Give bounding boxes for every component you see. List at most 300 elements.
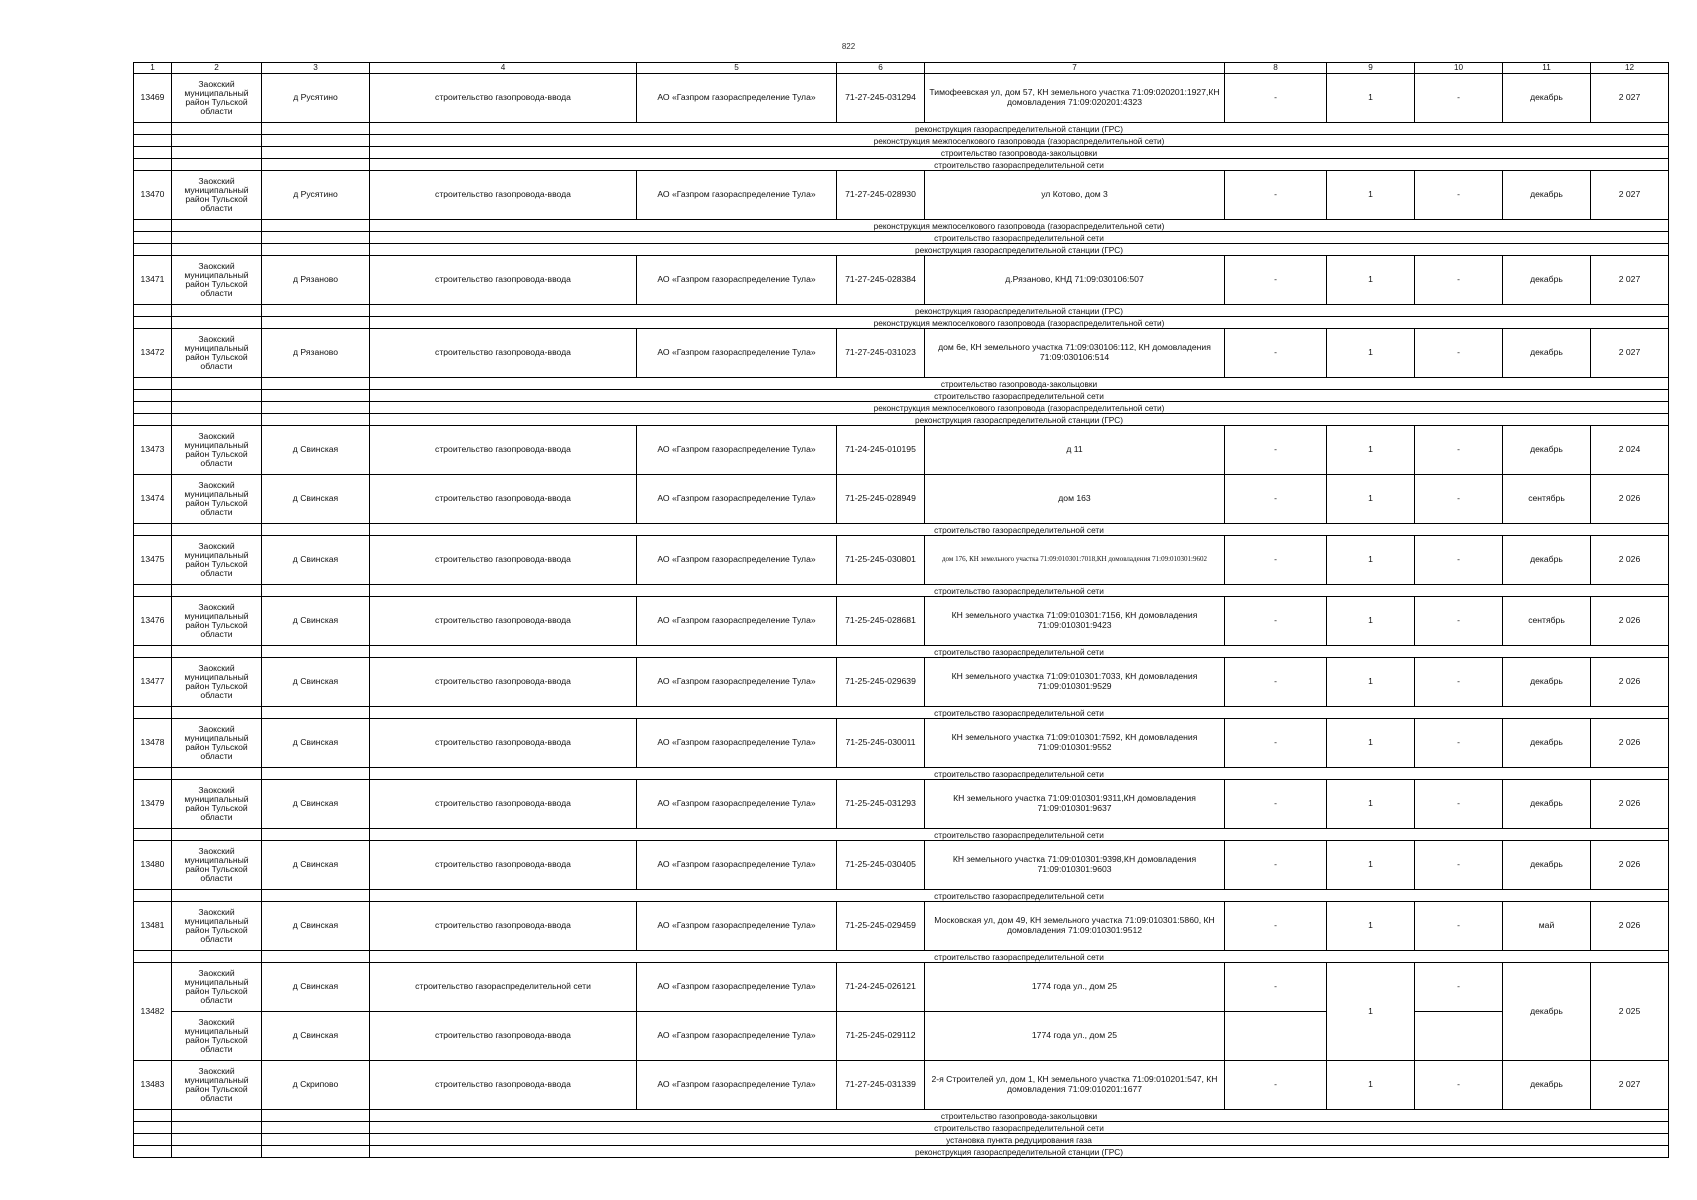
request-code-cell: 71-27-245-028384 bbox=[837, 256, 925, 305]
request-code-cell: 71-24-245-010195 bbox=[837, 426, 925, 475]
sub-row bbox=[134, 951, 1669, 963]
month-cell: декабрь bbox=[1503, 658, 1591, 707]
year-cell: 2 026 bbox=[1591, 597, 1669, 646]
column-8-cell: - bbox=[1225, 841, 1327, 890]
table-row bbox=[134, 475, 1669, 524]
organization-cell: АО «Газпром газораспределение Тула» bbox=[637, 256, 837, 305]
empty-cell bbox=[172, 305, 262, 317]
organization-cell: АО «Газпром газораспределение Тула» bbox=[637, 902, 837, 951]
column-8-cell: - bbox=[1225, 475, 1327, 524]
header-cell: 6 bbox=[837, 63, 925, 74]
header-cell: 9 bbox=[1327, 63, 1415, 74]
empty-cell bbox=[172, 390, 262, 402]
locality-cell: д Свинская bbox=[262, 902, 370, 951]
work-type-cell: строительство газопровода-ввода bbox=[370, 658, 637, 707]
column-10-cell: - bbox=[1415, 74, 1503, 123]
address-cell: КН земельного участка 71:09:010301:9311,КН домовладения 71:09:010301:9637 bbox=[925, 780, 1225, 829]
empty-cell bbox=[262, 414, 370, 426]
header-cell: 12 bbox=[1591, 63, 1669, 74]
column-9-cell: 1 bbox=[1327, 597, 1415, 646]
address-cell: 1774 года ул., дом 25 bbox=[925, 1012, 1225, 1061]
empty-cell bbox=[262, 317, 370, 329]
empty-cell bbox=[134, 829, 172, 841]
table-row bbox=[134, 780, 1669, 829]
table-row bbox=[134, 256, 1669, 305]
empty-cell bbox=[134, 768, 172, 780]
district-cell: Заокский муниципальный район Тульской области bbox=[172, 597, 262, 646]
empty-cell bbox=[134, 524, 172, 536]
sub-row bbox=[134, 159, 1669, 171]
column-9-cell: 1 bbox=[1327, 1061, 1415, 1110]
column-8-cell: - bbox=[1225, 1061, 1327, 1110]
request-code-cell: 71-25-245-029639 bbox=[837, 658, 925, 707]
table-row bbox=[134, 1012, 1669, 1061]
sub-work-cell: строительство газораспределительной сети bbox=[370, 707, 1669, 719]
year-cell: 2 025 bbox=[1591, 963, 1669, 1061]
column-9-cell: 1 bbox=[1327, 74, 1415, 123]
empty-cell bbox=[172, 159, 262, 171]
table-row bbox=[134, 329, 1669, 378]
sub-row bbox=[134, 1110, 1669, 1122]
column-8-cell: - bbox=[1225, 329, 1327, 378]
empty-cell bbox=[134, 1110, 172, 1122]
sub-work-cell: строительство газораспределительной сети bbox=[370, 768, 1669, 780]
month-cell: декабрь bbox=[1503, 256, 1591, 305]
row-number-cell: 13482 bbox=[134, 963, 172, 1061]
page-number: 822 bbox=[841, 42, 856, 51]
empty-cell bbox=[262, 135, 370, 147]
row-number-cell: 13479 bbox=[134, 780, 172, 829]
empty-cell bbox=[172, 232, 262, 244]
empty-cell bbox=[262, 707, 370, 719]
column-8-cell bbox=[1225, 1012, 1327, 1061]
column-8-cell: - bbox=[1225, 719, 1327, 768]
locality-cell: д Свинская bbox=[262, 536, 370, 585]
empty-cell bbox=[262, 123, 370, 135]
sub-work-cell: реконструкция газораспределительной станции (ГРС) bbox=[370, 414, 1669, 426]
empty-cell bbox=[172, 890, 262, 902]
month-cell: декабрь bbox=[1503, 329, 1591, 378]
sub-work-cell: строительство газораспределительной сети bbox=[370, 1122, 1669, 1134]
locality-cell: д Рязаново bbox=[262, 256, 370, 305]
locality-cell: д Свинская bbox=[262, 475, 370, 524]
year-cell: 2 026 bbox=[1591, 475, 1669, 524]
empty-cell bbox=[134, 646, 172, 658]
sub-work-cell: строительство газораспределительной сети bbox=[370, 829, 1669, 841]
empty-cell bbox=[134, 707, 172, 719]
month-cell: декабрь bbox=[1503, 719, 1591, 768]
locality-cell: д Русятино bbox=[262, 171, 370, 220]
sub-work-cell: реконструкция межпоселкового газопровода (газораспределительной сети) bbox=[370, 135, 1669, 147]
sub-work-cell: реконструкция газораспределительной станции (ГРС) bbox=[370, 244, 1669, 256]
work-type-cell: строительство газопровода-ввода bbox=[370, 719, 637, 768]
sub-work-cell: реконструкция газораспределительной станции (ГРС) bbox=[370, 305, 1669, 317]
empty-cell bbox=[262, 378, 370, 390]
locality-cell: д Свинская bbox=[262, 963, 370, 1012]
row-number-cell: 13477 bbox=[134, 658, 172, 707]
empty-cell bbox=[262, 220, 370, 232]
organization-cell: АО «Газпром газораспределение Тула» bbox=[637, 1061, 837, 1110]
empty-cell bbox=[262, 1110, 370, 1122]
year-cell: 2 027 bbox=[1591, 171, 1669, 220]
empty-cell bbox=[134, 123, 172, 135]
work-type-cell: строительство газопровода-ввода bbox=[370, 329, 637, 378]
month-cell: май bbox=[1503, 902, 1591, 951]
organization-cell: АО «Газпром газораспределение Тула» bbox=[637, 536, 837, 585]
sub-work-cell: строительство газопровода-закольцовки bbox=[370, 147, 1669, 159]
organization-cell: АО «Газпром газораспределение Тула» bbox=[637, 329, 837, 378]
year-cell: 2 026 bbox=[1591, 536, 1669, 585]
column-9-cell: 1 bbox=[1327, 719, 1415, 768]
empty-cell bbox=[172, 147, 262, 159]
column-10-cell: - bbox=[1415, 841, 1503, 890]
district-cell: Заокский муниципальный район Тульской области bbox=[172, 1061, 262, 1110]
empty-cell bbox=[172, 317, 262, 329]
address-cell: КН земельного участка 71:09:010301:9398,КН домовладения 71:09:010301:9603 bbox=[925, 841, 1225, 890]
work-type-cell: строительство газопровода-ввода bbox=[370, 256, 637, 305]
district-cell: Заокский муниципальный район Тульской области bbox=[172, 475, 262, 524]
column-8-cell: - bbox=[1225, 780, 1327, 829]
empty-cell bbox=[172, 829, 262, 841]
sub-work-cell: строительство газораспределительной сети bbox=[370, 524, 1669, 536]
empty-cell bbox=[172, 1110, 262, 1122]
request-code-cell: 71-25-245-029112 bbox=[837, 1012, 925, 1061]
header-cell: 3 bbox=[262, 63, 370, 74]
sub-row bbox=[134, 646, 1669, 658]
empty-cell bbox=[134, 414, 172, 426]
organization-cell: АО «Газпром газораспределение Тула» bbox=[637, 719, 837, 768]
empty-cell bbox=[262, 768, 370, 780]
year-cell: 2 026 bbox=[1591, 780, 1669, 829]
organization-cell: АО «Газпром газораспределение Тула» bbox=[637, 658, 837, 707]
table-row bbox=[134, 74, 1669, 123]
header-cell: 8 bbox=[1225, 63, 1327, 74]
district-cell: Заокский муниципальный район Тульской области bbox=[172, 658, 262, 707]
table-row bbox=[134, 1061, 1669, 1110]
organization-cell: АО «Газпром газораспределение Тула» bbox=[637, 1012, 837, 1061]
address-cell: КН земельного участка 71:09:010301:7156, КН домовладения 71:09:010301:9423 bbox=[925, 597, 1225, 646]
row-number-cell: 13472 bbox=[134, 329, 172, 378]
sub-row bbox=[134, 317, 1669, 329]
year-cell: 2 027 bbox=[1591, 256, 1669, 305]
empty-cell bbox=[134, 305, 172, 317]
column-9-cell: 1 bbox=[1327, 536, 1415, 585]
district-cell: Заокский муниципальный район Тульской области bbox=[172, 74, 262, 123]
request-code-cell: 71-25-245-030011 bbox=[837, 719, 925, 768]
row-number-cell: 13480 bbox=[134, 841, 172, 890]
empty-cell bbox=[262, 646, 370, 658]
empty-cell bbox=[134, 378, 172, 390]
header-cell: 10 bbox=[1415, 63, 1503, 74]
column-9-cell: 1 bbox=[1327, 256, 1415, 305]
sub-work-cell: реконструкция межпоселкового газопровода (газораспределительной сети) bbox=[370, 402, 1669, 414]
empty-cell bbox=[262, 244, 370, 256]
empty-cell bbox=[134, 244, 172, 256]
empty-cell bbox=[172, 585, 262, 597]
empty-cell bbox=[172, 524, 262, 536]
empty-cell bbox=[262, 147, 370, 159]
sub-work-cell: реконструкция газораспределительной станции (ГРС) bbox=[370, 123, 1669, 135]
sub-row bbox=[134, 147, 1669, 159]
column-9-cell: 1 bbox=[1327, 658, 1415, 707]
organization-cell: АО «Газпром газораспределение Тула» bbox=[637, 171, 837, 220]
request-code-cell: 71-25-245-031293 bbox=[837, 780, 925, 829]
year-cell: 2 026 bbox=[1591, 719, 1669, 768]
address-cell: д 11 bbox=[925, 426, 1225, 475]
address-cell: дом 176, КН земельного участка 71:09:010301:7018,КН домовладения 71:09:010301:9602 bbox=[925, 536, 1225, 585]
empty-cell bbox=[134, 951, 172, 963]
column-10-cell: - bbox=[1415, 1061, 1503, 1110]
empty-cell bbox=[262, 1122, 370, 1134]
district-cell: Заокский муниципальный район Тульской области bbox=[172, 536, 262, 585]
header-cell: 2 bbox=[172, 63, 262, 74]
organization-cell: АО «Газпром газораспределение Тула» bbox=[637, 963, 837, 1012]
column-10-cell: - bbox=[1415, 902, 1503, 951]
address-cell: Тимофеевская ул, дом 57, КН земельного участка 71:09:020201:1927,КН домовладения 71:09:020201:4323 bbox=[925, 74, 1225, 123]
row-number-cell: 13478 bbox=[134, 719, 172, 768]
empty-cell bbox=[172, 768, 262, 780]
register-table-body bbox=[134, 63, 1669, 1158]
request-code-cell: 71-25-245-030405 bbox=[837, 841, 925, 890]
work-type-cell: строительство газопровода-ввода bbox=[370, 780, 637, 829]
sub-work-cell: строительство газораспределительной сети bbox=[370, 585, 1669, 597]
row-number-cell: 13481 bbox=[134, 902, 172, 951]
request-code-cell: 71-25-245-028949 bbox=[837, 475, 925, 524]
empty-cell bbox=[134, 232, 172, 244]
sub-row bbox=[134, 585, 1669, 597]
header-cell: 11 bbox=[1503, 63, 1591, 74]
column-9-cell: 1 bbox=[1327, 426, 1415, 475]
district-cell: Заокский муниципальный район Тульской области bbox=[172, 963, 262, 1012]
sub-row bbox=[134, 1134, 1669, 1146]
address-cell: ул Котово, дом 3 bbox=[925, 171, 1225, 220]
locality-cell: д Свинская bbox=[262, 780, 370, 829]
district-cell: Заокский муниципальный район Тульской области bbox=[172, 1012, 262, 1061]
column-8-cell: - bbox=[1225, 597, 1327, 646]
work-type-cell: строительство газопровода-ввода bbox=[370, 536, 637, 585]
column-8-cell: - bbox=[1225, 963, 1327, 1012]
year-cell: 2 024 bbox=[1591, 426, 1669, 475]
month-cell: декабрь bbox=[1503, 963, 1591, 1061]
table-row bbox=[134, 719, 1669, 768]
column-10-cell: - bbox=[1415, 719, 1503, 768]
column-9-cell: 1 bbox=[1327, 780, 1415, 829]
row-number-cell: 13476 bbox=[134, 597, 172, 646]
column-10-cell: - bbox=[1415, 963, 1503, 1012]
sub-work-cell: строительство газопровода-закольцовки bbox=[370, 378, 1669, 390]
district-cell: Заокский муниципальный район Тульской области bbox=[172, 256, 262, 305]
work-type-cell: строительство газопровода-ввода bbox=[370, 902, 637, 951]
locality-cell: д Свинская bbox=[262, 841, 370, 890]
locality-cell: д Свинская bbox=[262, 719, 370, 768]
column-10-cell: - bbox=[1415, 658, 1503, 707]
address-cell: дом 163 bbox=[925, 475, 1225, 524]
locality-cell: д Русятино bbox=[262, 74, 370, 123]
column-10-cell: - bbox=[1415, 329, 1503, 378]
district-cell: Заокский муниципальный район Тульской области bbox=[172, 171, 262, 220]
column-8-cell: - bbox=[1225, 426, 1327, 475]
address-cell: 1774 года ул., дом 25 bbox=[925, 963, 1225, 1012]
district-cell: Заокский муниципальный район Тульской области bbox=[172, 841, 262, 890]
organization-cell: АО «Газпром газораспределение Тула» bbox=[637, 426, 837, 475]
work-type-cell: строительство газопровода-ввода bbox=[370, 426, 637, 475]
district-cell: Заокский муниципальный район Тульской области bbox=[172, 902, 262, 951]
empty-cell bbox=[262, 585, 370, 597]
table-row bbox=[134, 658, 1669, 707]
empty-cell bbox=[262, 159, 370, 171]
locality-cell: д Рязаново bbox=[262, 329, 370, 378]
column-9-cell: 1 bbox=[1327, 329, 1415, 378]
empty-cell bbox=[134, 1134, 172, 1146]
year-cell: 2 026 bbox=[1591, 841, 1669, 890]
month-cell: сентябрь bbox=[1503, 475, 1591, 524]
request-code-cell: 71-27-245-031339 bbox=[837, 1061, 925, 1110]
district-cell: Заокский муниципальный район Тульской области bbox=[172, 426, 262, 475]
table-row bbox=[134, 171, 1669, 220]
empty-cell bbox=[134, 317, 172, 329]
empty-cell bbox=[262, 390, 370, 402]
empty-cell bbox=[134, 220, 172, 232]
column-9-cell: 1 bbox=[1327, 475, 1415, 524]
column-10-cell: - bbox=[1415, 780, 1503, 829]
empty-cell bbox=[262, 890, 370, 902]
empty-cell bbox=[172, 1134, 262, 1146]
organization-cell: АО «Газпром газораспределение Тула» bbox=[637, 74, 837, 123]
row-number-cell: 13483 bbox=[134, 1061, 172, 1110]
locality-cell: д Свинская bbox=[262, 597, 370, 646]
district-cell: Заокский муниципальный район Тульской области bbox=[172, 329, 262, 378]
empty-cell bbox=[172, 244, 262, 256]
month-cell: сентябрь bbox=[1503, 597, 1591, 646]
column-10-cell: - bbox=[1415, 536, 1503, 585]
request-code-cell: 71-25-245-028681 bbox=[837, 597, 925, 646]
sub-row bbox=[134, 123, 1669, 135]
request-code-cell: 71-25-245-030801 bbox=[837, 536, 925, 585]
sub-row bbox=[134, 402, 1669, 414]
organization-cell: АО «Газпром газораспределение Тула» bbox=[637, 841, 837, 890]
header-row bbox=[134, 63, 1669, 74]
sub-row bbox=[134, 390, 1669, 402]
empty-cell bbox=[134, 585, 172, 597]
year-cell: 2 027 bbox=[1591, 1061, 1669, 1110]
register-table bbox=[133, 62, 1669, 1158]
sub-row bbox=[134, 232, 1669, 244]
empty-cell bbox=[172, 1122, 262, 1134]
address-cell: д.Рязаново, КНД 71:09:030106:507 bbox=[925, 256, 1225, 305]
address-cell: Московская ул, дом 49, КН земельного участка 71:09:010301:5860, КН домовладения 71:09:010301:9512 bbox=[925, 902, 1225, 951]
table-row bbox=[134, 597, 1669, 646]
sub-work-cell: реконструкция межпоселкового газопровода (газораспределительной сети) bbox=[370, 220, 1669, 232]
sub-row bbox=[134, 707, 1669, 719]
district-cell: Заокский муниципальный район Тульской области bbox=[172, 719, 262, 768]
sub-work-cell: строительство газораспределительной сети bbox=[370, 232, 1669, 244]
month-cell: декабрь bbox=[1503, 841, 1591, 890]
empty-cell bbox=[172, 414, 262, 426]
empty-cell bbox=[172, 707, 262, 719]
column-10-cell: - bbox=[1415, 597, 1503, 646]
empty-cell bbox=[134, 159, 172, 171]
column-10-cell: - bbox=[1415, 256, 1503, 305]
empty-cell bbox=[172, 1146, 262, 1158]
empty-cell bbox=[134, 890, 172, 902]
sub-work-cell: строительство газораспределительной сети bbox=[370, 646, 1669, 658]
empty-cell bbox=[172, 951, 262, 963]
column-8-cell: - bbox=[1225, 256, 1327, 305]
sub-row bbox=[134, 890, 1669, 902]
empty-cell bbox=[172, 402, 262, 414]
row-number-cell: 13474 bbox=[134, 475, 172, 524]
sub-row bbox=[134, 524, 1669, 536]
column-8-cell: - bbox=[1225, 536, 1327, 585]
header-cell: 5 bbox=[637, 63, 837, 74]
table-row bbox=[134, 536, 1669, 585]
month-cell: декабрь bbox=[1503, 171, 1591, 220]
empty-cell bbox=[262, 1134, 370, 1146]
column-8-cell: - bbox=[1225, 171, 1327, 220]
column-9-cell: 1 bbox=[1327, 171, 1415, 220]
table-row bbox=[134, 963, 1669, 1012]
empty-cell bbox=[134, 402, 172, 414]
year-cell: 2 027 bbox=[1591, 329, 1669, 378]
work-type-cell: строительство газораспределительной сети bbox=[370, 963, 637, 1012]
sub-row bbox=[134, 220, 1669, 232]
row-number-cell: 13471 bbox=[134, 256, 172, 305]
sub-row bbox=[134, 244, 1669, 256]
empty-cell bbox=[262, 829, 370, 841]
sub-work-cell: строительство газораспределительной сети bbox=[370, 890, 1669, 902]
year-cell: 2 026 bbox=[1591, 902, 1669, 951]
request-code-cell: 71-27-245-031294 bbox=[837, 74, 925, 123]
sub-row bbox=[134, 768, 1669, 780]
locality-cell: д Свинская bbox=[262, 658, 370, 707]
locality-cell: д Свинская bbox=[262, 426, 370, 475]
sub-work-cell: реконструкция газораспределительной станции (ГРС) bbox=[370, 1146, 1669, 1158]
table-row bbox=[134, 902, 1669, 951]
sub-work-cell: строительство газораспределительной сети bbox=[370, 159, 1669, 171]
sub-row bbox=[134, 1122, 1669, 1134]
empty-cell bbox=[262, 951, 370, 963]
address-cell: КН земельного участка 71:09:010301:7592, КН домовладения 71:09:010301:9552 bbox=[925, 719, 1225, 768]
year-cell: 2 027 bbox=[1591, 74, 1669, 123]
sub-work-cell: строительство газораспределительной сети bbox=[370, 951, 1669, 963]
empty-cell bbox=[172, 135, 262, 147]
header-cell: 4 bbox=[370, 63, 637, 74]
column-8-cell: - bbox=[1225, 902, 1327, 951]
year-cell: 2 026 bbox=[1591, 658, 1669, 707]
column-10-cell: - bbox=[1415, 475, 1503, 524]
column-10-cell: - bbox=[1415, 426, 1503, 475]
work-type-cell: строительство газопровода-ввода bbox=[370, 171, 637, 220]
empty-cell bbox=[172, 378, 262, 390]
row-number-cell: 13470 bbox=[134, 171, 172, 220]
sub-work-cell: строительство газопровода-закольцовки bbox=[370, 1110, 1669, 1122]
empty-cell bbox=[172, 646, 262, 658]
column-8-cell: - bbox=[1225, 74, 1327, 123]
empty-cell bbox=[262, 232, 370, 244]
header-cell: 1 bbox=[134, 63, 172, 74]
empty-cell bbox=[134, 390, 172, 402]
request-code-cell: 71-24-245-026121 bbox=[837, 963, 925, 1012]
empty-cell bbox=[134, 1146, 172, 1158]
sub-row bbox=[134, 378, 1669, 390]
locality-cell: д Свинская bbox=[262, 1012, 370, 1061]
column-10-cell: - bbox=[1415, 171, 1503, 220]
sub-work-cell: реконструкция межпоселкового газопровода (газораспределительной сети) bbox=[370, 317, 1669, 329]
sub-work-cell: строительство газораспределительной сети bbox=[370, 390, 1669, 402]
empty-cell bbox=[262, 524, 370, 536]
work-type-cell: строительство газопровода-ввода bbox=[370, 597, 637, 646]
organization-cell: АО «Газпром газораспределение Тула» bbox=[637, 780, 837, 829]
